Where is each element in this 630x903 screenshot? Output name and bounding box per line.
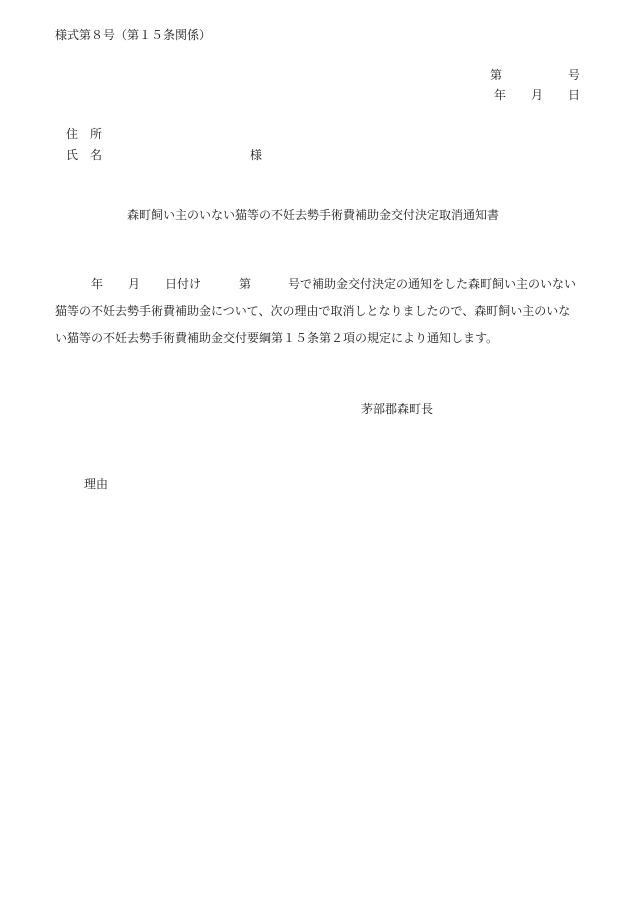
reason-label: 理由 [84, 477, 109, 491]
date-month: 月 [531, 88, 544, 102]
body-number-dai: 第 [239, 277, 252, 291]
document-number-dai: 第 [490, 68, 503, 82]
body-date-suffix: 日付け [165, 277, 202, 291]
document-number-go: 号 [568, 68, 581, 82]
issuer: 茅部郡森町長 [361, 402, 434, 416]
body-line-1-rest: 号で補助金交付決定の通知をした森町飼い主のいない [288, 277, 577, 291]
date-year: 年 [494, 88, 507, 102]
document-title: 森町飼い主のいない猫等の不妊去勢手術費補助金交付決定取消通知書 [127, 208, 500, 222]
body-month: 月 [128, 277, 141, 291]
body-line-2: 猫等の不妊去勢手術費補助金について、次の理由で取消しとなりましたので、森町飼い主のいな [55, 304, 571, 318]
name-label: 氏名 [66, 148, 115, 162]
body-year: 年 [91, 277, 104, 291]
body-line-3: い猫等の不妊去勢手術費補助金交付要綱第１５条第２項の規定により通知します。 [55, 331, 499, 345]
date-day: 日 [568, 88, 581, 102]
form-number: 様式第８号（第１５条関係） [55, 28, 212, 42]
honorific: 様 [250, 148, 263, 162]
address-label: 住所 [66, 127, 115, 141]
